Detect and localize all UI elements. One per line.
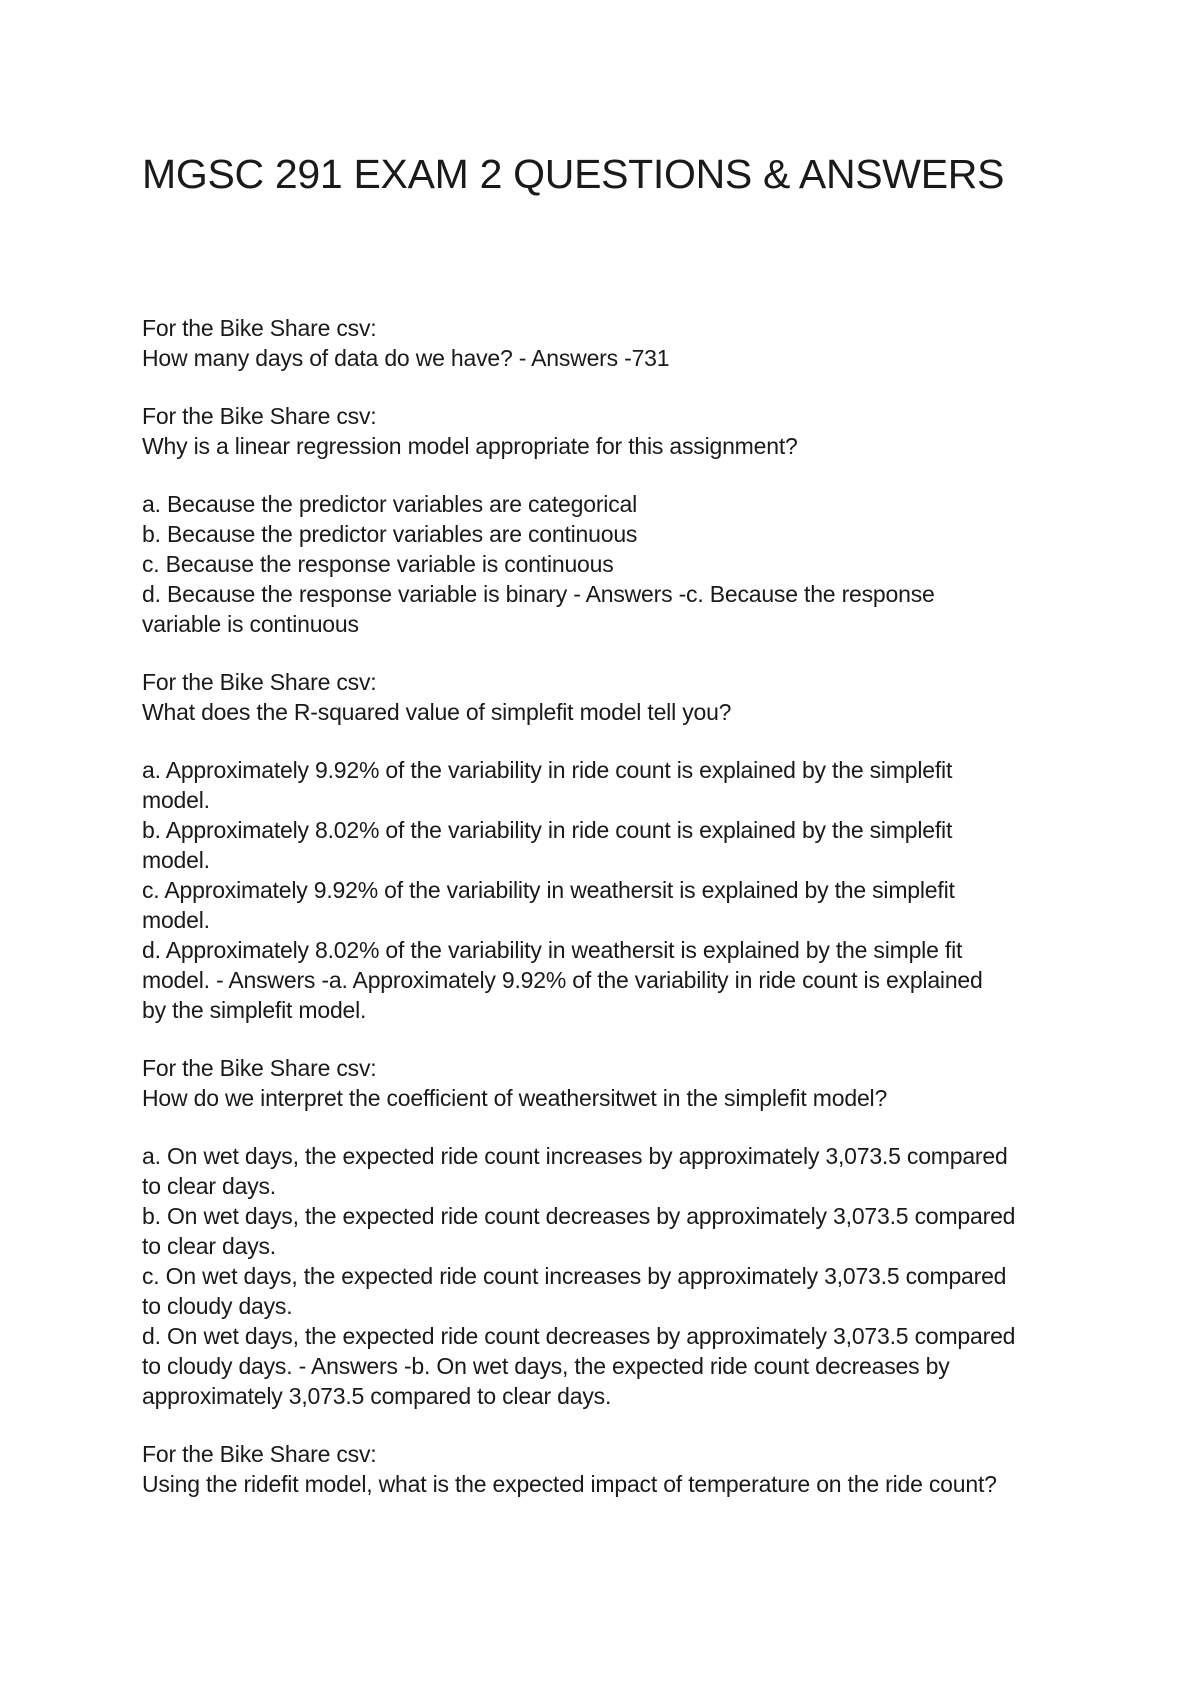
question-3-block: [142, 667, 1082, 727]
text-line: to clear days.: [142, 1233, 276, 1259]
text-line: What does the R-squared value of simplefit model tell you?: [142, 699, 732, 725]
text-line: c. Approximately 9.92% of the variability in weathersit is explained by the simplefit: [142, 877, 955, 903]
text-line: How many days of data do we have? - Answers -731: [142, 345, 670, 371]
document-title: MGSC 291 EXAM 2 QUESTIONS & ANSWERS: [142, 151, 1005, 197]
question-2-block: [142, 401, 1082, 461]
text-line: model.: [142, 907, 210, 933]
text-line: Why is a linear regression model appropriate for this assignment?: [142, 433, 798, 459]
text-line: d. On wet days, the expected ride count decreases by approximately 3,073.5 compared: [142, 1323, 1016, 1349]
text-line: For the Bike Share csv:: [142, 669, 377, 695]
text-line: a. On wet days, the expected ride count increases by approximately 3,073.5 compared: [142, 1143, 1008, 1169]
question-4-block: [142, 1053, 1082, 1113]
text-line: a. Because the predictor variables are categorical: [142, 491, 638, 517]
text-line: to clear days.: [142, 1173, 276, 1199]
text-line: For the Bike Share csv:: [142, 315, 377, 341]
text-line: by the simplefit model.: [142, 997, 367, 1023]
question-5-block: [142, 1439, 1082, 1499]
text-line: d. Because the response variable is binary - Answers -c. Because the response: [142, 581, 935, 607]
text-line: model.: [142, 787, 210, 813]
text-line: b. Because the predictor variables are continuous: [142, 521, 638, 547]
question-4-options: [142, 1141, 1082, 1411]
question-2-options: [142, 489, 1082, 639]
text-line: model.: [142, 847, 210, 873]
document-body: [142, 313, 1082, 1527]
text-line: to cloudy days.: [142, 1293, 293, 1319]
text-line: to cloudy days. - Answers -b. On wet days, the expected ride count decreases by: [142, 1353, 950, 1379]
text-line: variable is continuous: [142, 611, 359, 637]
text-line: Using the ridefit model, what is the expected impact of temperature on the ride count?: [142, 1471, 997, 1497]
question-3-options: [142, 755, 1082, 1025]
text-line: approximately 3,073.5 compared to clear days.: [142, 1383, 612, 1409]
text-line: b. Approximately 8.02% of the variability in ride count is explained by the simplefit: [142, 817, 953, 843]
text-line: a. Approximately 9.92% of the variability in ride count is explained by the simplefit: [142, 757, 953, 783]
text-line: For the Bike Share csv:: [142, 1055, 377, 1081]
text-line: How do we interpret the coefficient of weathersitwet in the simplefit model?: [142, 1085, 888, 1111]
text-line: b. On wet days, the expected ride count decreases by approximately 3,073.5 compared: [142, 1203, 1016, 1229]
text-line: For the Bike Share csv:: [142, 403, 377, 429]
text-line: model. - Answers -a. Approximately 9.92% of the variability in ride count is explained: [142, 967, 983, 993]
text-line: c. Because the response variable is continuous: [142, 551, 614, 577]
text-line: For the Bike Share csv:: [142, 1441, 377, 1467]
question-1-block: [142, 313, 1082, 373]
text-line: c. On wet days, the expected ride count increases by approximately 3,073.5 compared: [142, 1263, 1007, 1289]
text-line: d. Approximately 8.02% of the variability in weathersit is explained by the simple fit: [142, 937, 963, 963]
